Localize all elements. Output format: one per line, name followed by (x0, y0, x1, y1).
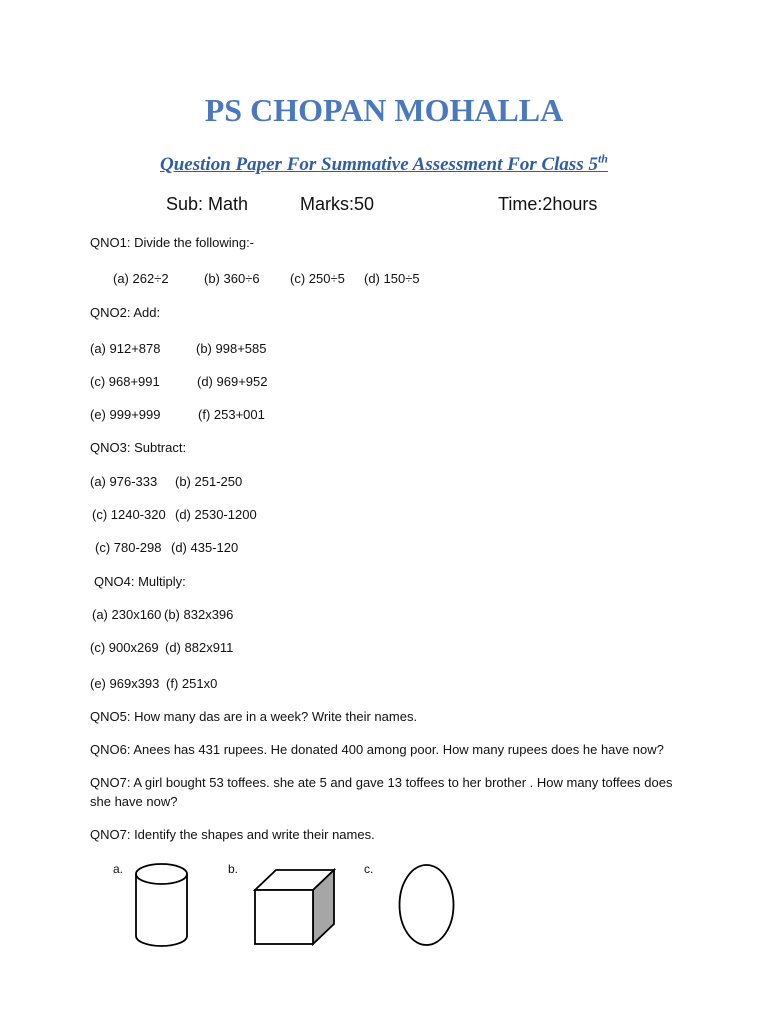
q2-item-e: (e) 999+999 (90, 407, 161, 422)
q3-item-a: (a) 976-333 (90, 474, 158, 489)
q1-item-a: (a) 262÷2 (113, 271, 169, 286)
q4-title: QNO4: Multiply: (94, 574, 186, 589)
cylinder-shape (130, 860, 194, 952)
q3-item-c: (c) 1240-320 (92, 507, 166, 522)
marks-label: Marks:50 (300, 194, 375, 214)
paper-subtitle (0, 152, 768, 176)
q3-item-d: (d) 2530-1200 (175, 507, 257, 522)
q1-item-c: (c) 250÷5 (290, 271, 345, 286)
oval-shape (396, 862, 458, 950)
q2-item-a: (a) 912+878 (90, 341, 161, 356)
q4-item-b: (b) 832x396 (164, 607, 234, 622)
subtitle-main: Question Paper For Summative Assessment For Class 5 (160, 154, 598, 176)
q3-item-f: (d) 435-120 (171, 540, 239, 555)
q4-item-a: (a) 230x160 (92, 607, 162, 622)
subject-label: Sub: Math (166, 194, 249, 214)
q1-item-d: (d) 150÷5 (364, 271, 420, 286)
shape-label-b: b. (228, 862, 239, 876)
q5-text: QNO5: How many das are in a week? Write their names. (90, 709, 418, 724)
school-title: PS CHOPAN MOHALLA (204, 92, 564, 128)
q1-title: QNO1: Divide the following:- (90, 235, 255, 250)
q6-text: QNO6: Anees has 431 rupees. He donated 400 among poor. How many rupees does he have now? (90, 742, 664, 757)
q3-item-e: (c) 780-298 (95, 540, 162, 555)
q2-item-d: (d) 969+952 (197, 374, 268, 389)
q2-item-b: (b) 998+585 (196, 341, 267, 356)
q2-item-c: (c) 968+991 (90, 374, 160, 389)
q7-line1: QNO7: A girl bought 53 toffees. she ate 5 and gave 13 toffees to her brother . How many toffees does (90, 775, 673, 790)
subtitle-text (160, 154, 608, 175)
subtitle-superscript: th (597, 152, 608, 166)
q2-title: QNO2: Add: (90, 305, 161, 320)
q3-item-b: (b) 251-250 (175, 474, 243, 489)
q4-item-c: (c) 900x269 (90, 640, 159, 655)
cube-shape (250, 866, 340, 948)
q4-item-e: (e) 969x393 (90, 676, 160, 691)
q8-title: QNO7: Identify the shapes and write their names. (90, 827, 375, 842)
shape-label-a: a. (113, 862, 124, 876)
q4-item-d: (d) 882x911 (165, 640, 234, 655)
q2-item-f: (f) 253+001 (198, 407, 265, 422)
q1-item-b: (b) 360÷6 (204, 271, 260, 286)
shape-label-c: c. (364, 862, 374, 876)
q7-line2: she have now? (90, 794, 178, 809)
q4-item-f: (f) 251x0 (166, 676, 218, 691)
time-label: Time:2hours (498, 194, 598, 214)
q3-title: QNO3: Subtract: (90, 440, 187, 455)
